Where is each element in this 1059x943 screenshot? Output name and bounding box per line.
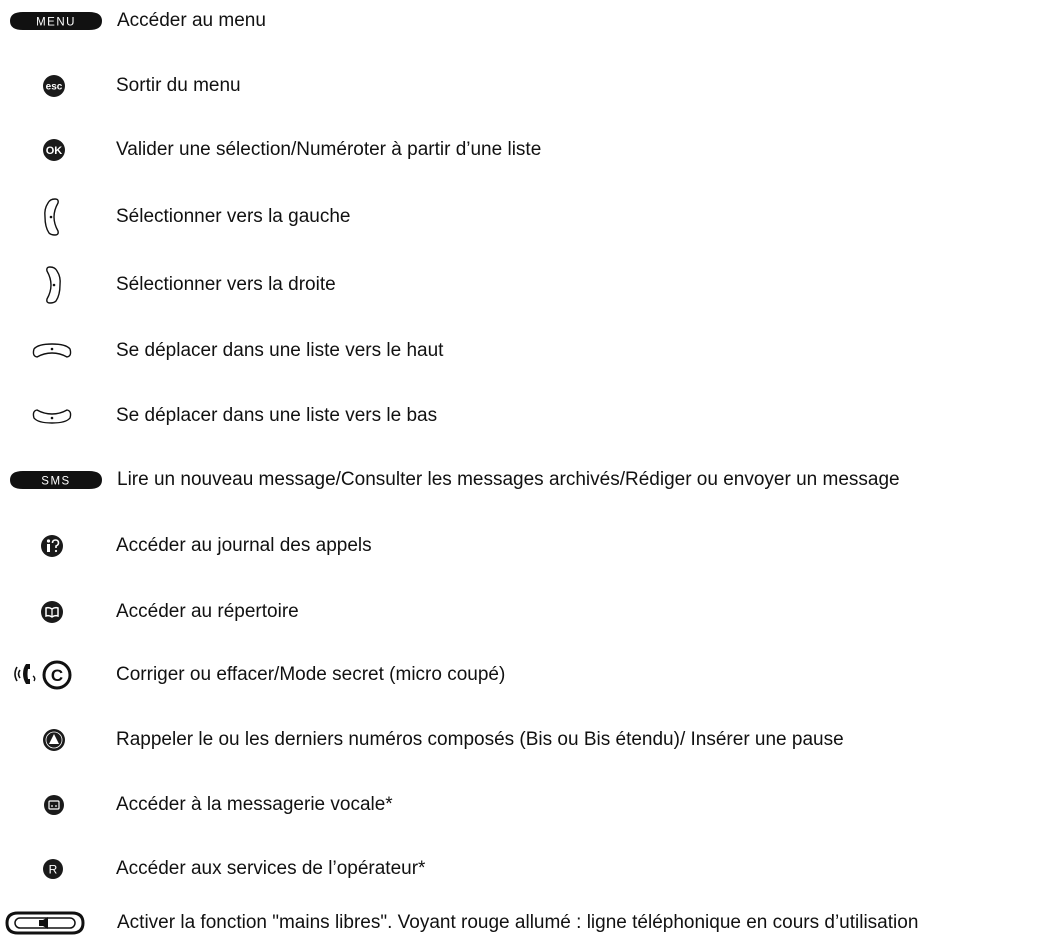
legend-row-redial — [0, 720, 1059, 760]
legend-label: Sélectionner vers la droite — [116, 274, 336, 295]
down-navigation-icon — [30, 396, 74, 436]
legend-label: Rappeler le ou les derniers numéros composés (Bis ou Bis étendu)/ Insérer une pause — [116, 729, 844, 750]
legend-row-right — [0, 265, 1059, 305]
legend-row-up — [0, 331, 1059, 371]
legend-label: Accéder au menu — [117, 10, 266, 31]
legend-label: Lire un nouveau message/Consulter les messages archivés/Rédiger ou envoyer un message — [117, 469, 900, 490]
legend-label: Valider une sélection/Numéroter à partir d’une liste — [116, 139, 542, 160]
left-selector-icon — [40, 197, 62, 237]
legend-row-handsfree — [0, 903, 1059, 943]
legend-label: Activer la fonction "mains libres". Voyant rouge allumé : ligne téléphonique en cours d’utilisation — [117, 912, 919, 933]
legend-row-correct-mute — [0, 655, 1059, 695]
handset-icon — [14, 655, 38, 695]
legend-row-sms — [0, 460, 1059, 500]
ok-key-icon — [42, 130, 66, 170]
legend-row-operator — [0, 849, 1059, 889]
phonebook-key-icon — [40, 592, 64, 632]
legend-row-down — [0, 396, 1059, 436]
legend-row-phonebook — [0, 592, 1059, 632]
legend-label: Sélectionner vers la gauche — [116, 206, 351, 227]
sms-key-icon — [9, 460, 103, 500]
legend-label: Accéder aux services de l’opérateur* — [116, 858, 426, 879]
svg-text:esc: esc — [45, 81, 63, 93]
redial-key-icon — [42, 720, 66, 760]
legend-label: Se déplacer dans une liste vers le bas — [116, 405, 438, 426]
legend-row-voicemail — [0, 785, 1059, 825]
legend-label: Accéder à la messagerie vocale* — [116, 794, 393, 815]
operator-services-key-icon — [42, 849, 64, 889]
right-selector-icon — [43, 265, 65, 305]
legend-label: Corriger ou effacer/Mode secret (micro coupé) — [116, 664, 506, 685]
svg-text:SMS: SMS — [41, 475, 71, 488]
legend-row-esc — [0, 66, 1059, 106]
legend-row-ok — [0, 130, 1059, 170]
legend-row-call-log — [0, 526, 1059, 566]
legend-label: Accéder au répertoire — [116, 601, 299, 622]
legend-label: Accéder au journal des appels — [116, 535, 372, 556]
esc-key-icon — [42, 66, 66, 106]
svg-text:OK: OK — [45, 145, 63, 157]
voicemail-key-icon — [43, 785, 65, 825]
legend-label: Sortir du menu — [116, 75, 241, 96]
legend-label: Se déplacer dans une liste vers le haut — [116, 340, 444, 361]
handsfree-key-icon — [5, 903, 85, 943]
legend-row-left — [0, 197, 1059, 237]
menu-key-icon — [9, 1, 103, 41]
svg-text:C: C — [50, 666, 64, 685]
correct-mute-key-icon — [42, 655, 72, 695]
svg-text:R: R — [48, 862, 58, 877]
legend-row-menu — [0, 1, 1059, 41]
call-log-key-icon — [40, 526, 64, 566]
up-navigation-icon — [30, 331, 74, 371]
svg-text:MENU: MENU — [36, 16, 76, 29]
